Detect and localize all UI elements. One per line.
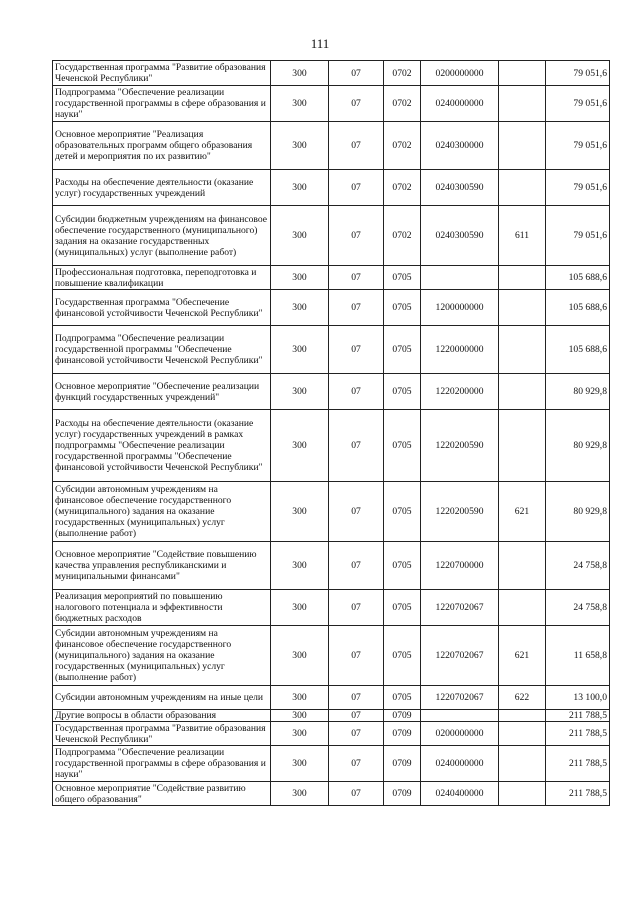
subsection-code: 0705 <box>384 290 421 326</box>
expense-kind-code <box>499 374 546 410</box>
table-row <box>53 686 610 710</box>
admin-code: 300 <box>271 206 329 266</box>
admin-code: 300 <box>271 626 329 686</box>
row-name: Субсидии автономным учреждениям на финансовое обеспечение государственного (муниципального) задания на оказание государственных (муниципальных) услуг (выполнение работ) <box>53 482 271 542</box>
admin-code: 300 <box>271 170 329 206</box>
section-code: 07 <box>329 710 384 722</box>
target-article-code: 1220702067 <box>421 590 499 626</box>
admin-code: 300 <box>271 61 329 86</box>
section-code: 07 <box>329 266 384 290</box>
admin-code: 300 <box>271 710 329 722</box>
admin-code: 300 <box>271 782 329 806</box>
subsection-code: 0705 <box>384 626 421 686</box>
section-code: 07 <box>329 170 384 206</box>
section-code: 07 <box>329 626 384 686</box>
target-article-code: 1200000000 <box>421 290 499 326</box>
target-article-code: 0200000000 <box>421 722 499 746</box>
section-code: 07 <box>329 61 384 86</box>
table-row <box>53 290 610 326</box>
expense-kind-code <box>499 722 546 746</box>
row-name: Подпрограмма "Обеспечение реализации государственной программы "Обеспечение финансовой устойчивости Чеченской Республики" <box>53 326 271 374</box>
row-name: Государственная программа "Обеспечение финансовой устойчивости Чеченской Республики" <box>53 290 271 326</box>
expense-kind-code <box>499 410 546 482</box>
section-code: 07 <box>329 122 384 170</box>
amount: 11 658,8 <box>546 626 610 686</box>
row-name: Профессиональная подготовка, переподготовка и повышение квалификации <box>53 266 271 290</box>
subsection-code: 0702 <box>384 61 421 86</box>
admin-code: 300 <box>271 290 329 326</box>
amount: 211 788,5 <box>546 746 610 782</box>
subsection-code: 0702 <box>384 206 421 266</box>
section-code: 07 <box>329 374 384 410</box>
amount: 80 929,8 <box>546 374 610 410</box>
row-name: Государственная программа "Развитие образования Чеченской Республики" <box>53 61 271 86</box>
amount: 79 051,6 <box>546 206 610 266</box>
row-name: Государственная программа "Развитие образования Чеченской Республики" <box>53 722 271 746</box>
admin-code: 300 <box>271 746 329 782</box>
subsection-code: 0705 <box>384 266 421 290</box>
admin-code: 300 <box>271 590 329 626</box>
subsection-code: 0705 <box>384 686 421 710</box>
subsection-code: 0702 <box>384 170 421 206</box>
row-name: Реализация мероприятий по повышению налогового потенциала и эффективности бюджетных расходов <box>53 590 271 626</box>
row-name: Основное мероприятие "Содействие повышению качества управления республиканскими и муниципальными финансами" <box>53 542 271 590</box>
expense-kind-code <box>499 170 546 206</box>
table-row <box>53 206 610 266</box>
target-article-code: 0240000000 <box>421 746 499 782</box>
expense-kind-code: 621 <box>499 626 546 686</box>
amount: 80 929,8 <box>546 410 610 482</box>
page-number: 111 <box>310 36 330 51</box>
table-row <box>53 590 610 626</box>
target-article-code: 0240300000 <box>421 122 499 170</box>
section-code: 07 <box>329 542 384 590</box>
target-article-code <box>421 710 499 722</box>
section-code: 07 <box>329 290 384 326</box>
target-article-code: 1220700000 <box>421 542 499 590</box>
amount: 24 758,8 <box>546 542 610 590</box>
target-article-code <box>421 266 499 290</box>
budget-table <box>52 60 610 806</box>
admin-code: 300 <box>271 482 329 542</box>
expense-kind-code <box>499 542 546 590</box>
table-row <box>53 722 610 746</box>
row-name: Субсидии бюджетным учреждениям на финансовое обеспечение государственного (муниципального) задания на оказание государственных (муниципальных) услуг (выполнение работ) <box>53 206 271 266</box>
admin-code: 300 <box>271 122 329 170</box>
expense-kind-code <box>499 782 546 806</box>
row-name: Расходы на обеспечение деятельности (оказание услуг) государственных учреждений в рамках подпрограммы "Обеспечение реализации государственной программы "Обеспечение финансовой устойчивости Чеченской Республики" <box>53 410 271 482</box>
row-name: Основное мероприятие "Реализация образовательных программ общего образования детей и мероприятия по их развитию" <box>53 122 271 170</box>
table-row <box>53 542 610 590</box>
target-article-code: 1220200590 <box>421 410 499 482</box>
table-row <box>53 710 610 722</box>
admin-code: 300 <box>271 374 329 410</box>
subsection-code: 0705 <box>384 482 421 542</box>
expense-kind-code <box>499 590 546 626</box>
table-row <box>53 86 610 122</box>
subsection-code: 0705 <box>384 590 421 626</box>
row-name: Подпрограмма "Обеспечение реализации государственной программы в сфере образования и науки" <box>53 746 271 782</box>
amount: 13 100,0 <box>546 686 610 710</box>
amount: 211 788,5 <box>546 782 610 806</box>
subsection-code: 0705 <box>384 542 421 590</box>
subsection-code: 0705 <box>384 374 421 410</box>
target-article-code: 0240300590 <box>421 170 499 206</box>
table-row <box>53 410 610 482</box>
target-article-code: 0240300590 <box>421 206 499 266</box>
table-row <box>53 782 610 806</box>
amount: 79 051,6 <box>546 122 610 170</box>
target-article-code: 1220000000 <box>421 326 499 374</box>
section-code: 07 <box>329 722 384 746</box>
admin-code: 300 <box>271 326 329 374</box>
expense-kind-code: 622 <box>499 686 546 710</box>
row-name: Расходы на обеспечение деятельности (оказание услуг) государственных учреждений <box>53 170 271 206</box>
expense-kind-code <box>499 61 546 86</box>
admin-code: 300 <box>271 266 329 290</box>
subsection-code: 0709 <box>384 722 421 746</box>
amount: 105 688,6 <box>546 266 610 290</box>
target-article-code: 1220200590 <box>421 482 499 542</box>
row-name: Субсидии автономным учреждениям на иные цели <box>53 686 271 710</box>
row-name: Субсидии автономным учреждениям на финансовое обеспечение государственного (муниципального) задания на оказание государственных (муниципальных) услуг (выполнение работ) <box>53 626 271 686</box>
target-article-code: 1220702067 <box>421 626 499 686</box>
table-row <box>53 61 610 86</box>
table-row <box>53 326 610 374</box>
amount: 211 788,5 <box>546 722 610 746</box>
table-body <box>53 61 610 806</box>
row-name: Основное мероприятие "Обеспечение реализации функций государственных учреждений" <box>53 374 271 410</box>
amount: 24 758,8 <box>546 590 610 626</box>
amount: 211 788,5 <box>546 710 610 722</box>
admin-code: 300 <box>271 410 329 482</box>
table-row <box>53 482 610 542</box>
table-row <box>53 122 610 170</box>
target-article-code: 0240400000 <box>421 782 499 806</box>
section-code: 07 <box>329 482 384 542</box>
subsection-code: 0709 <box>384 746 421 782</box>
subsection-code: 0705 <box>384 410 421 482</box>
expense-kind-code <box>499 86 546 122</box>
subsection-code: 0709 <box>384 710 421 722</box>
amount: 79 051,6 <box>546 61 610 86</box>
subsection-code: 0705 <box>384 326 421 374</box>
section-code: 07 <box>329 590 384 626</box>
expense-kind-code <box>499 266 546 290</box>
admin-code: 300 <box>271 686 329 710</box>
expense-kind-code <box>499 326 546 374</box>
table-row <box>53 626 610 686</box>
amount: 79 051,6 <box>546 170 610 206</box>
subsection-code: 0702 <box>384 86 421 122</box>
admin-code: 300 <box>271 542 329 590</box>
row-name: Другие вопросы в области образования <box>53 710 271 722</box>
amount: 79 051,6 <box>546 86 610 122</box>
amount: 105 688,6 <box>546 326 610 374</box>
section-code: 07 <box>329 410 384 482</box>
expense-kind-code <box>499 746 546 782</box>
section-code: 07 <box>329 686 384 710</box>
expense-kind-code <box>499 290 546 326</box>
section-code: 07 <box>329 746 384 782</box>
section-code: 07 <box>329 782 384 806</box>
table-row <box>53 746 610 782</box>
row-name: Основное мероприятие "Содействие развитию общего образования" <box>53 782 271 806</box>
amount: 105 688,6 <box>546 290 610 326</box>
target-article-code: 0200000000 <box>421 61 499 86</box>
table-row <box>53 266 610 290</box>
section-code: 07 <box>329 206 384 266</box>
subsection-code: 0709 <box>384 782 421 806</box>
subsection-code: 0702 <box>384 122 421 170</box>
expense-kind-code <box>499 122 546 170</box>
admin-code: 300 <box>271 86 329 122</box>
section-code: 07 <box>329 326 384 374</box>
table-row <box>53 374 610 410</box>
row-name: Подпрограмма "Обеспечение реализации государственной программы в сфере образования и науки" <box>53 86 271 122</box>
target-article-code: 1220200000 <box>421 374 499 410</box>
table-row <box>53 170 610 206</box>
target-article-code: 1220702067 <box>421 686 499 710</box>
amount: 80 929,8 <box>546 482 610 542</box>
expense-kind-code: 611 <box>499 206 546 266</box>
section-code: 07 <box>329 86 384 122</box>
expense-kind-code: 621 <box>499 482 546 542</box>
target-article-code: 0240000000 <box>421 86 499 122</box>
admin-code: 300 <box>271 722 329 746</box>
expense-kind-code <box>499 710 546 722</box>
